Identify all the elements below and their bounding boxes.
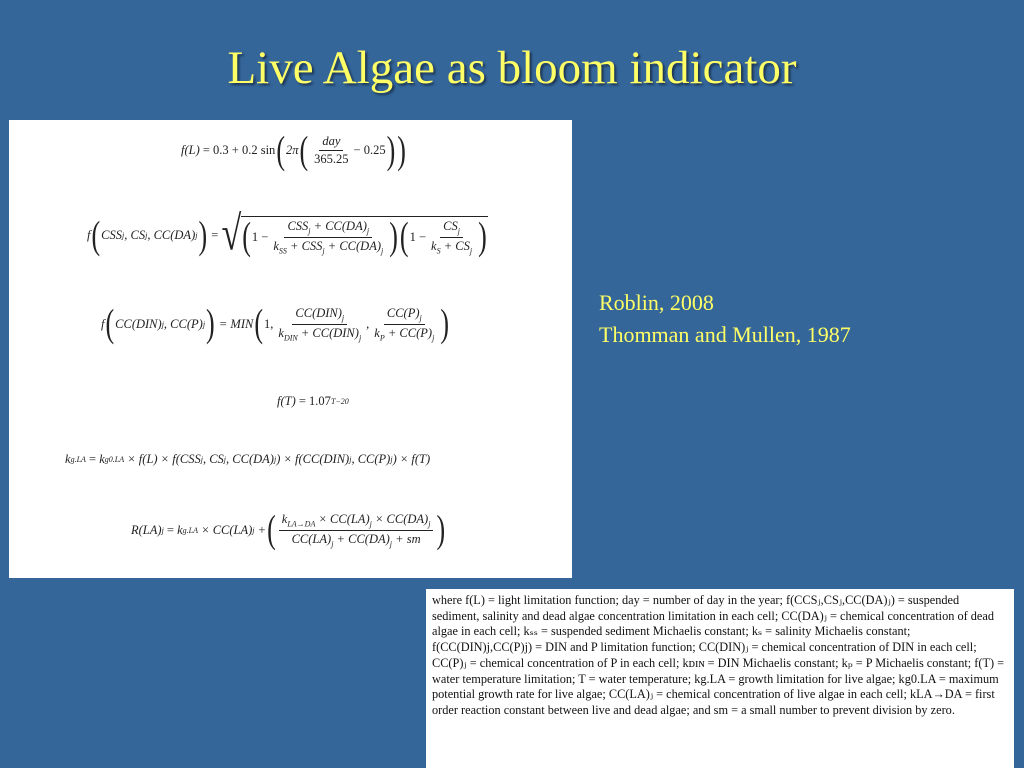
equation-growth-rate: k g.LA = k g0.LA × f(L) × f(CSS j , CS j , CC(DA) j ) × f(CC(DIN) j , CC(P) j ) × f(T) — [65, 452, 431, 466]
equation-light-limitation: f(L) = 0.3 + 0.2 sin ( 2π ( $\frac{\text{day}}{365.25}$ − 0.25 ) ) — [181, 128, 406, 172]
equation-sediment-salinity-limitation: f ( CSS j , CS j , CC(DA) j ) = √ ( 1 − $\frac{CSS_j + CC(DA)_j}{k_{SS} + CSS_j + CC(DA)_j}$ ) ( 1 − $\frac{CS_j}{k_S + CS_j}$ ) — [87, 206, 487, 261]
equation-nutrient-limitation: f ( CC(DIN) j , CC(P) j ) = MIN ( 1, $\frac{CC(DIN)_j}{k_{DIN} + CC(DIN)_j}$ , $\frac{CC(P)_j}{k_P + CC(P)_j}$ ) — [101, 301, 449, 345]
equation-panel — [9, 120, 572, 578]
slide-title: Live Algae as bloom indicator — [227, 42, 797, 94]
citations — [599, 287, 851, 351]
citation-roblin: Roblin, 2008 — [599, 290, 714, 315]
variable-definitions-note: where f(L) = light limitation function; day = number of day in the year; f(CCSⱼ,CSⱼ,CC(DA)ⱼ) = suspended sediment, salinity and dead algae concentration limitation in each cell; CC(DA)ⱼ = chemical concentration of dead algae in each cell; kₛₛ = suspended sediment Michaelis constant; kₛ = salinity Michaelis constant; f(CC(DIN)j,CC(P)j) = DIN and P limitation function; CC(DIN)ⱼ = chemical concentration of DIN in each cell; CC(P)ⱼ = chemical concentration of P in each cell; kᴅɪɴ = DIN Michaelis constant; kₚ = P Michaelis constant; f(T) = water temperature limitation; T = water temperature; kg.LA = growth limitation for live algae; kg0.LA = maximum potential growth rate for live algae; CC(LA)ⱼ = chemical concentration of live algae in each cell; kLA→DA = first order reaction constant between live and dead algae; and sm = a small number to prevent division by zero. — [426, 589, 1014, 768]
citation-thomman-mullen: Thomman and Mullen, 1987 — [599, 322, 851, 347]
equation-reaction-rate: R(LA) j = k g.LA × CC(LA) j + ( $\frac{k_{LA\to DA} \times CC(LA)_j \times CC(DA)_j}{CC(LA)_j + CC(DA)_j + sm}$ ) — [131, 507, 446, 551]
equation-temperature-limitation: f(T) = 1.07 T−20 — [277, 394, 349, 408]
